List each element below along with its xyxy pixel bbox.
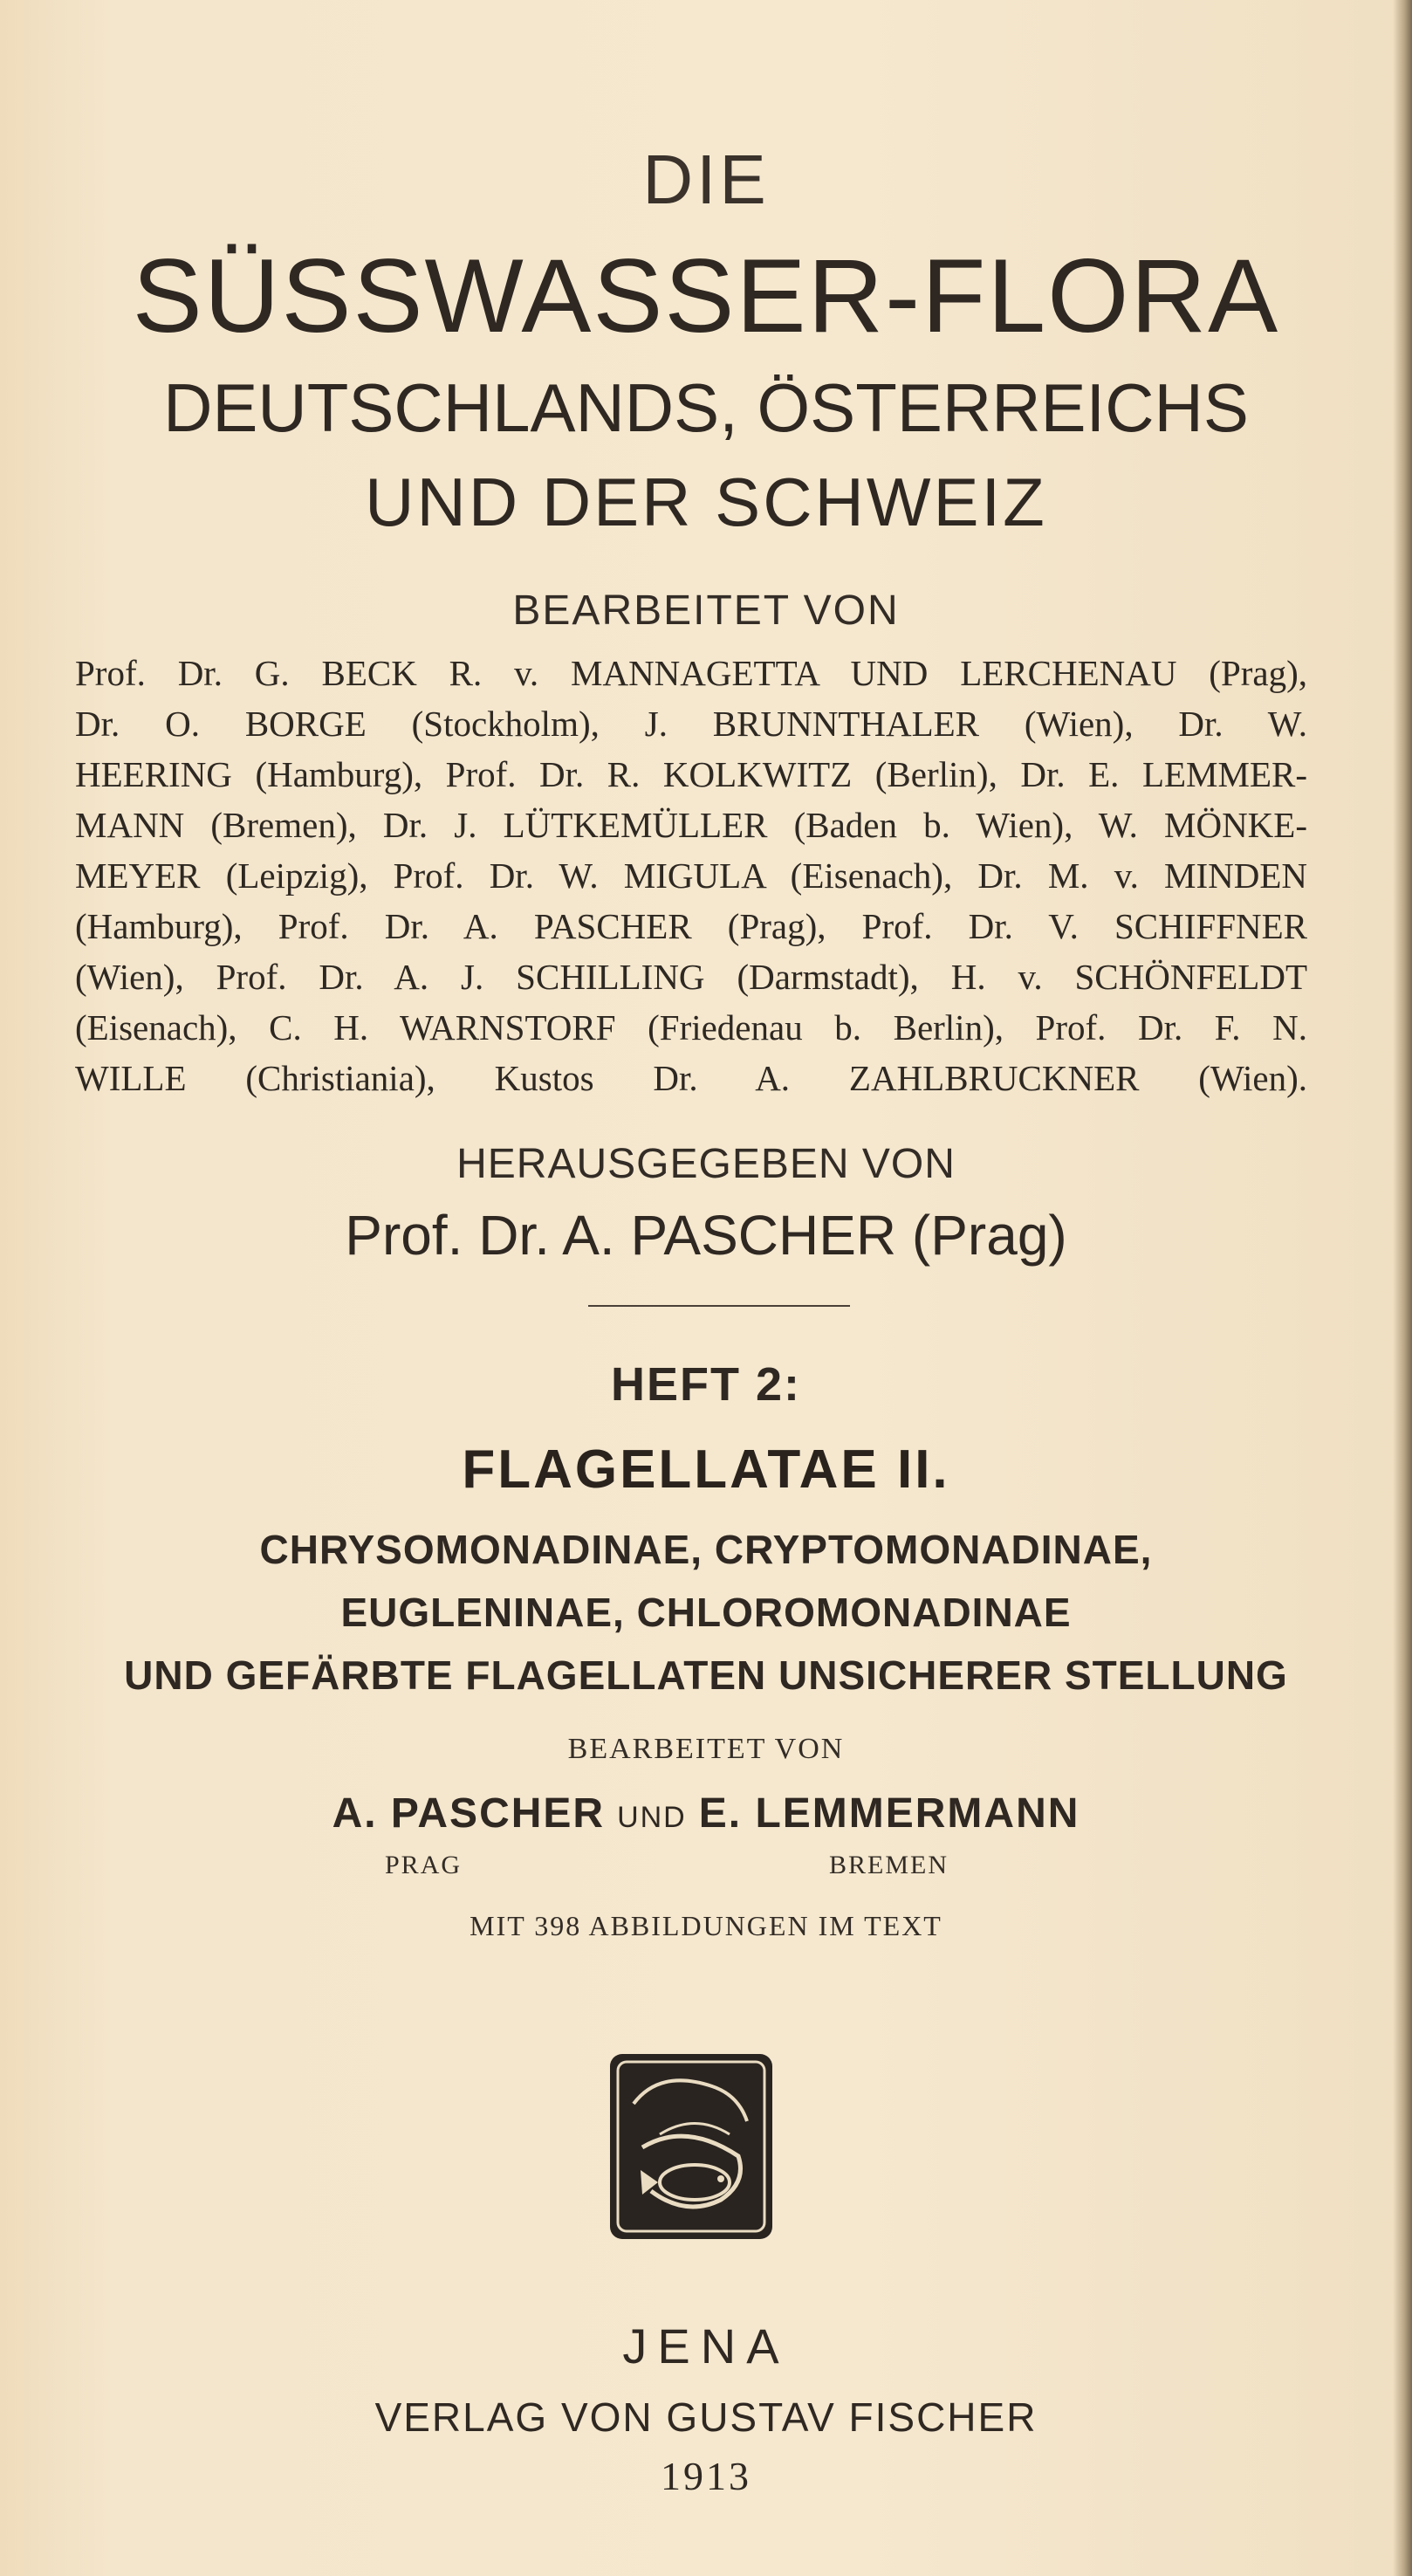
imprint-year: 1913 xyxy=(661,2454,751,2498)
title-die: DIE xyxy=(642,141,770,218)
illustrations-note: MIT 398 ABBILDUNGEN IM TEXT xyxy=(470,1910,942,1941)
und-connector: UND xyxy=(617,1801,687,1834)
authors-line: MANN (Bremen), Dr. J. LÜTKEMÜLLER (Baden b. Wien), W. MÖNKE- xyxy=(75,805,1307,845)
group-line-3: UND GEFÄRBTE FLAGELLATEN UNSICHERER STELLUNG xyxy=(124,1652,1288,1698)
authors-line: Dr. O. BORGE (Stockholm), J. BRUNNTHALER (Wien), Dr. W. xyxy=(75,704,1307,744)
authors-line: (Eisenach), C. H. WARNSTORF (Friedenau b. Berlin), Prof. Dr. F. N. xyxy=(75,1007,1307,1048)
bearbeitet-von-2: BEARBEITET VON xyxy=(567,1733,845,1765)
heft-number: HEFT 2: xyxy=(610,1358,801,1411)
volume-title: FLAGELLATAE II. xyxy=(462,1439,950,1500)
title-line-2: DEUTSCHLANDS, ÖSTERREICHS xyxy=(163,369,1249,446)
divider-rule xyxy=(588,1305,850,1307)
bearbeitet-von-heading: BEARBEITET VON xyxy=(512,587,900,634)
title-main: SÜSSWASSER-FLORA xyxy=(132,237,1280,354)
group-line-2: EUGLENINAE, CHLOROMONADINAE xyxy=(340,1590,1072,1635)
publisher-emblem-icon xyxy=(607,2051,775,2242)
city-bremen: BREMEN xyxy=(829,1851,949,1879)
authors-list xyxy=(75,648,1307,1103)
author-pascher: A. PASCHER xyxy=(332,1790,606,1837)
authors-line: HEERING (Hamburg), Prof. Dr. R. KOLKWITZ (Berlin), Dr. E. LEMMER- xyxy=(75,754,1307,794)
imprint-publisher: VERLAG VON GUSTAV FISCHER xyxy=(374,2394,1038,2440)
volume-authors xyxy=(0,1789,1412,1838)
authors-line: Prof. Dr. G. BECK R. v. MANNAGETTA UND LERCHENAU (Prag), xyxy=(75,653,1307,693)
city-prag: PRAG xyxy=(385,1851,463,1879)
authors-line: MEYER (Leipzig), Prof. Dr. W. MIGULA (Eisenach), Dr. M. v. MINDEN xyxy=(75,855,1307,896)
authors-line: WILLE (Christiania), Kustos Dr. A. ZAHLBRUCKNER (Wien). xyxy=(75,1058,1307,1098)
editor-name: Prof. Dr. A. PASCHER (Prag) xyxy=(345,1204,1067,1267)
title-line-3: UND DER SCHWEIZ xyxy=(365,464,1047,540)
author-lemmermann: E. LEMMERMANN xyxy=(698,1790,1080,1837)
imprint-city: JENA xyxy=(622,2318,790,2373)
group-line-1: CHRYSOMONADINAE, CRYPTOMONADINAE, xyxy=(259,1527,1153,1572)
herausgegeben-von-heading: HERAUSGEGEBEN VON xyxy=(456,1141,956,1187)
authors-line: (Wien), Prof. Dr. A. J. SCHILLING (Darmstadt), H. v. SCHÖNFELDT xyxy=(75,957,1307,997)
authors-line: (Hamburg), Prof. Dr. A. PASCHER (Prag), Prof. Dr. V. SCHIFFNER xyxy=(75,906,1307,946)
